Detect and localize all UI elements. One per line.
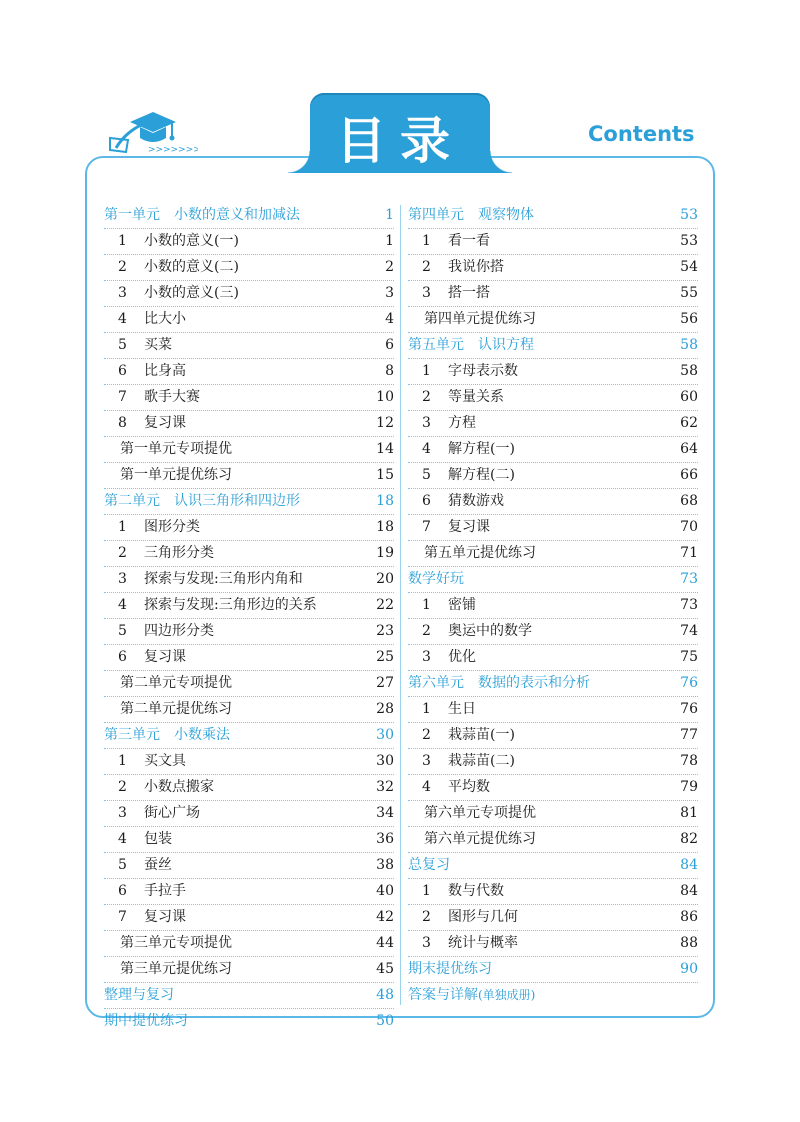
lesson-number: 3: [422, 649, 431, 665]
toc-lesson-entry[interactable]: [104, 385, 394, 411]
toc-unit-entry[interactable]: [104, 983, 394, 1009]
page-number: 28: [376, 701, 394, 717]
entry-title: 第一单元专项提优: [120, 441, 232, 457]
entry-title: 小数的意义(三): [144, 285, 239, 301]
lesson-number: 6: [118, 363, 127, 379]
toc-lesson-entry[interactable]: [104, 905, 394, 931]
lesson-number: 6: [118, 649, 127, 665]
entry-title: 等量关系: [448, 389, 504, 405]
unit-name: 总复习: [408, 857, 450, 873]
toc-lesson-entry[interactable]: [408, 515, 698, 541]
toc-practice-entry[interactable]: [104, 931, 394, 957]
entry-title: 字母表示数: [448, 363, 518, 379]
page-number: 79: [680, 779, 698, 795]
toc-lesson-entry[interactable]: [104, 359, 394, 385]
toc-unit-entry[interactable]: [104, 723, 394, 749]
toc-practice-entry[interactable]: [408, 827, 698, 853]
lesson-number: 5: [118, 857, 127, 873]
page-number: 76: [680, 675, 698, 691]
page-number: 34: [376, 805, 394, 821]
toc-unit-entry[interactable]: [408, 203, 698, 229]
page-number: 4: [385, 311, 394, 327]
toc-lesson-entry[interactable]: [408, 931, 698, 957]
lesson-number: 3: [422, 415, 431, 431]
entry-title: 小数的意义(二): [144, 259, 239, 275]
toc-lesson-entry[interactable]: [408, 619, 698, 645]
lesson-number: 5: [118, 337, 127, 353]
toc-lesson-entry[interactable]: [104, 775, 394, 801]
toc-lesson-entry[interactable]: [408, 775, 698, 801]
page-number: 86: [680, 909, 698, 925]
page-number: 60: [680, 389, 698, 405]
unit-name: 答案与详解: [408, 987, 478, 1003]
entry-title: 数与代数: [448, 883, 504, 899]
lesson-number: 3: [422, 285, 431, 301]
entry-title: 探索与发现:三角形边的关系: [144, 597, 317, 613]
toc-lesson-entry[interactable]: [104, 255, 394, 281]
toc-lesson-entry[interactable]: [408, 905, 698, 931]
lesson-number: 4: [118, 831, 127, 847]
toc-lesson-entry[interactable]: [408, 697, 698, 723]
lesson-number: 1: [422, 597, 431, 613]
toc-practice-entry[interactable]: [104, 671, 394, 697]
unit-prefix: 第一单元: [104, 207, 160, 223]
page-number: 42: [376, 909, 394, 925]
lesson-number: 2: [422, 727, 431, 743]
page-number: 18: [376, 519, 394, 535]
toc-unit-entry[interactable]: [104, 489, 394, 515]
page-number: 10: [376, 389, 394, 405]
entry-title: 四边形分类: [144, 623, 214, 639]
entry-title: 蚕丝: [144, 857, 172, 873]
toc-lesson-entry[interactable]: [408, 879, 698, 905]
page-number: 53: [680, 233, 698, 249]
entry-title: 解方程(二): [448, 467, 515, 483]
toc-lesson-entry[interactable]: [408, 593, 698, 619]
page-number: 74: [680, 623, 698, 639]
page-number: 2: [385, 259, 394, 275]
toc-practice-entry[interactable]: [104, 437, 394, 463]
entry-title: 看一看: [448, 233, 490, 249]
page-number: 1: [385, 207, 394, 223]
entry-title: 探索与发现:三角形内角和: [144, 571, 303, 587]
unit-title: [408, 567, 464, 592]
toc-lesson-entry[interactable]: [104, 853, 394, 879]
toc-unit-entry[interactable]: [408, 671, 698, 697]
entry-title: 三角形分类: [144, 545, 214, 561]
toc-lesson-entry[interactable]: [104, 619, 394, 645]
unit-prefix: 第六单元: [408, 675, 464, 691]
lesson-number: 3: [118, 805, 127, 821]
page-number: 40: [376, 883, 394, 899]
unit-title: [408, 957, 492, 982]
lesson-number: 8: [118, 415, 127, 431]
toc-lesson-entry[interactable]: [104, 281, 394, 307]
toc-practice-entry[interactable]: [104, 697, 394, 723]
unit-prefix: 第五单元: [408, 337, 464, 353]
entry-title: 小数点搬家: [144, 779, 214, 795]
unit-title: [408, 983, 535, 1008]
page-number: 53: [680, 207, 698, 223]
entry-title: 图形与几何: [448, 909, 518, 925]
toc-lesson-entry[interactable]: [104, 879, 394, 905]
entry-title: 统计与概率: [448, 935, 518, 951]
page-number: 55: [680, 285, 698, 301]
page-number: 64: [680, 441, 698, 457]
lesson-number: 7: [118, 389, 127, 405]
toc-lesson-entry[interactable]: [408, 385, 698, 411]
contents-label: Contents: [588, 122, 695, 146]
page-number: 90: [680, 961, 698, 977]
page-number: 70: [680, 519, 698, 535]
toc-lesson-entry[interactable]: [104, 645, 394, 671]
toc-lesson-entry[interactable]: [408, 255, 698, 281]
lesson-number: 1: [118, 233, 127, 249]
page-number: 25: [376, 649, 394, 665]
lesson-number: 6: [118, 883, 127, 899]
page-number: 14: [376, 441, 394, 457]
page-number: 20: [376, 571, 394, 587]
toc-left-column: [104, 203, 394, 1034]
page-number: 32: [376, 779, 394, 795]
unit-name: 认识方程: [478, 337, 534, 353]
unit-name: 观察物体: [478, 207, 534, 223]
toc-lesson-entry[interactable]: [408, 463, 698, 489]
lesson-number: 1: [422, 363, 431, 379]
page-number: 84: [680, 883, 698, 899]
lesson-number: 1: [422, 883, 431, 899]
graduation-cap-logo: [108, 108, 198, 156]
entry-title: 优化: [448, 649, 476, 665]
toc-unit-entry[interactable]: [408, 983, 698, 1008]
page-number: 50: [376, 1013, 394, 1029]
lesson-number: 6: [422, 493, 431, 509]
toc-practice-entry[interactable]: [104, 957, 394, 983]
page-number: 44: [376, 935, 394, 951]
entry-title: 第五单元提优练习: [424, 545, 536, 561]
toc-practice-entry[interactable]: [408, 801, 698, 827]
unit-title: [104, 489, 300, 514]
toc-lesson-entry[interactable]: [408, 489, 698, 515]
lesson-number: 2: [118, 259, 127, 275]
page-number: 8: [385, 363, 394, 379]
entry-title: 手拉手: [144, 883, 186, 899]
toc-lesson-entry[interactable]: [408, 359, 698, 385]
toc-lesson-entry[interactable]: [408, 411, 698, 437]
entry-title: 复习课: [448, 519, 490, 535]
page-number: 19: [376, 545, 394, 561]
toc-practice-entry[interactable]: [408, 541, 698, 567]
page-number: 1: [385, 233, 394, 249]
unit-title: [104, 723, 230, 748]
toc-unit-entry[interactable]: [408, 957, 698, 983]
toc-lesson-entry[interactable]: [104, 593, 394, 619]
entry-title: 第六单元专项提优: [424, 805, 536, 821]
toc-lesson-entry[interactable]: [408, 437, 698, 463]
page-number: 78: [680, 753, 698, 769]
toc-right-column: [408, 203, 698, 1008]
entry-title: 第三单元提优练习: [120, 961, 232, 977]
lesson-number: 1: [422, 233, 431, 249]
lesson-number: 3: [118, 285, 127, 301]
page-number: 76: [680, 701, 698, 717]
entry-title: 买菜: [144, 337, 172, 353]
page-number: 22: [376, 597, 394, 613]
graduation-cap-icon: [108, 108, 198, 156]
page-number: 15: [376, 467, 394, 483]
page-number: 45: [376, 961, 394, 977]
page-title: 目录: [336, 112, 464, 170]
page-number: 12: [376, 415, 394, 431]
page-number: 81: [680, 805, 698, 821]
entry-title: 第六单元提优练习: [424, 831, 536, 847]
toc-lesson-entry[interactable]: [408, 281, 698, 307]
toc-lesson-entry[interactable]: [408, 229, 698, 255]
unit-name: 小数乘法: [174, 727, 230, 743]
lesson-number: 3: [118, 571, 127, 587]
lesson-number: 4: [118, 311, 127, 327]
entry-title: 奥运中的数学: [448, 623, 532, 639]
entry-title: 猜数游戏: [448, 493, 504, 509]
page-number: 58: [680, 363, 698, 379]
lesson-number: 2: [118, 779, 127, 795]
entry-title: 复习课: [144, 909, 186, 925]
entry-title: 第一单元提优练习: [120, 467, 232, 483]
page-number: 18: [376, 493, 394, 509]
page-number: 73: [680, 597, 698, 613]
page-number: 27: [376, 675, 394, 691]
unit-title: [408, 671, 590, 696]
lesson-number: 2: [422, 389, 431, 405]
lesson-number: 7: [422, 519, 431, 535]
page-number: 36: [376, 831, 394, 847]
toc-lesson-entry[interactable]: [104, 515, 394, 541]
page-number: 6: [385, 337, 394, 353]
toc-unit-entry[interactable]: [408, 567, 698, 593]
svg-text:>>>>>>>: >>>>>>>: [148, 145, 198, 155]
lesson-number: 1: [118, 519, 127, 535]
page-number: 84: [680, 857, 698, 873]
entry-title: 包装: [144, 831, 172, 847]
entry-title: 比身高: [144, 363, 186, 379]
lesson-number: 7: [118, 909, 127, 925]
toc-lesson-entry[interactable]: [408, 723, 698, 749]
page-number: 38: [376, 857, 394, 873]
entry-title: 第四单元提优练习: [424, 311, 536, 327]
lesson-number: 4: [118, 597, 127, 613]
unit-prefix: 第二单元: [104, 493, 160, 509]
entry-title: 比大小: [144, 311, 186, 327]
page-number: 71: [680, 545, 698, 561]
entry-title: 买文具: [144, 753, 186, 769]
lesson-number: 1: [422, 701, 431, 717]
lesson-number: 2: [422, 909, 431, 925]
entry-title: 方程: [448, 415, 476, 431]
unit-name: 期末提优练习: [408, 961, 492, 977]
toc-lesson-entry[interactable]: [104, 229, 394, 255]
page-number: 75: [680, 649, 698, 665]
column-divider: [400, 205, 401, 1005]
lesson-number: 4: [422, 441, 431, 457]
entry-title: 平均数: [448, 779, 490, 795]
unit-prefix: 第三单元: [104, 727, 160, 743]
entry-title: 街心广场: [144, 805, 200, 821]
unit-prefix: 第四单元: [408, 207, 464, 223]
page-number: 23: [376, 623, 394, 639]
page-number: 82: [680, 831, 698, 847]
toc-unit-entry[interactable]: [408, 853, 698, 879]
lesson-number: 2: [422, 623, 431, 639]
page-number: 73: [680, 571, 698, 587]
toc-lesson-entry[interactable]: [104, 567, 394, 593]
title-tab: [310, 93, 490, 173]
toc-lesson-entry[interactable]: [104, 749, 394, 775]
unit-title: [408, 333, 534, 358]
page-number: 66: [680, 467, 698, 483]
page-number: 30: [376, 727, 394, 743]
entry-title: 栽蒜苗(一): [448, 727, 515, 743]
toc-lesson-entry[interactable]: [104, 333, 394, 359]
page-number: 58: [680, 337, 698, 353]
unit-title: [408, 203, 534, 228]
page-number: 56: [680, 311, 698, 327]
entry-title: 生日: [448, 701, 476, 717]
page-number: 62: [680, 415, 698, 431]
unit-note: (单独成册): [478, 988, 536, 1002]
entry-title: 复习课: [144, 649, 186, 665]
lesson-number: 4: [422, 779, 431, 795]
unit-name: 期中提优练习: [104, 1013, 188, 1029]
page-number: 68: [680, 493, 698, 509]
unit-title: [104, 1009, 188, 1034]
toc-unit-entry[interactable]: [408, 333, 698, 359]
entry-title: 小数的意义(一): [144, 233, 239, 249]
unit-title: [104, 203, 300, 228]
entry-title: 我说你搭: [448, 259, 504, 275]
entry-title: 第二单元专项提优: [120, 675, 232, 691]
unit-name: 数据的表示和分析: [478, 675, 590, 691]
lesson-number: 3: [422, 753, 431, 769]
unit-name: 整理与复习: [104, 987, 174, 1003]
unit-title: [408, 853, 450, 878]
toc-lesson-entry[interactable]: [408, 645, 698, 671]
lesson-number: 2: [118, 545, 127, 561]
toc-lesson-entry[interactable]: [104, 827, 394, 853]
entry-title: 栽蒜苗(二): [448, 753, 515, 769]
toc-unit-entry[interactable]: [104, 1009, 394, 1034]
unit-title: [104, 983, 174, 1008]
unit-name: 数学好玩: [408, 571, 464, 587]
toc-unit-entry[interactable]: [104, 203, 394, 229]
toc-lesson-entry[interactable]: [104, 307, 394, 333]
toc-lesson-entry[interactable]: [104, 411, 394, 437]
entry-title: 密铺: [448, 597, 476, 613]
toc-lesson-entry[interactable]: [408, 749, 698, 775]
entry-title: 第二单元提优练习: [120, 701, 232, 717]
lesson-number: 5: [422, 467, 431, 483]
toc-practice-entry[interactable]: [408, 307, 698, 333]
entry-title: 解方程(一): [448, 441, 515, 457]
lesson-number: 5: [118, 623, 127, 639]
lesson-number: 2: [422, 259, 431, 275]
page-number: 48: [376, 987, 394, 1003]
page-number: 88: [680, 935, 698, 951]
entry-title: 歌手大赛: [144, 389, 200, 405]
toc-lesson-entry[interactable]: [104, 801, 394, 827]
entry-title: 第三单元专项提优: [120, 935, 232, 951]
page-number: 30: [376, 753, 394, 769]
unit-name: 小数的意义和加减法: [174, 207, 300, 223]
page-number: 54: [680, 259, 698, 275]
lesson-number: 3: [422, 935, 431, 951]
entry-title: 复习课: [144, 415, 186, 431]
page-number: 77: [680, 727, 698, 743]
toc-lesson-entry[interactable]: [104, 541, 394, 567]
entry-title: 搭一搭: [448, 285, 490, 301]
unit-name: 认识三角形和四边形: [174, 493, 300, 509]
lesson-number: 1: [118, 753, 127, 769]
entry-title: 图形分类: [144, 519, 200, 535]
page-number: 3: [385, 285, 394, 301]
toc-practice-entry[interactable]: [104, 463, 394, 489]
